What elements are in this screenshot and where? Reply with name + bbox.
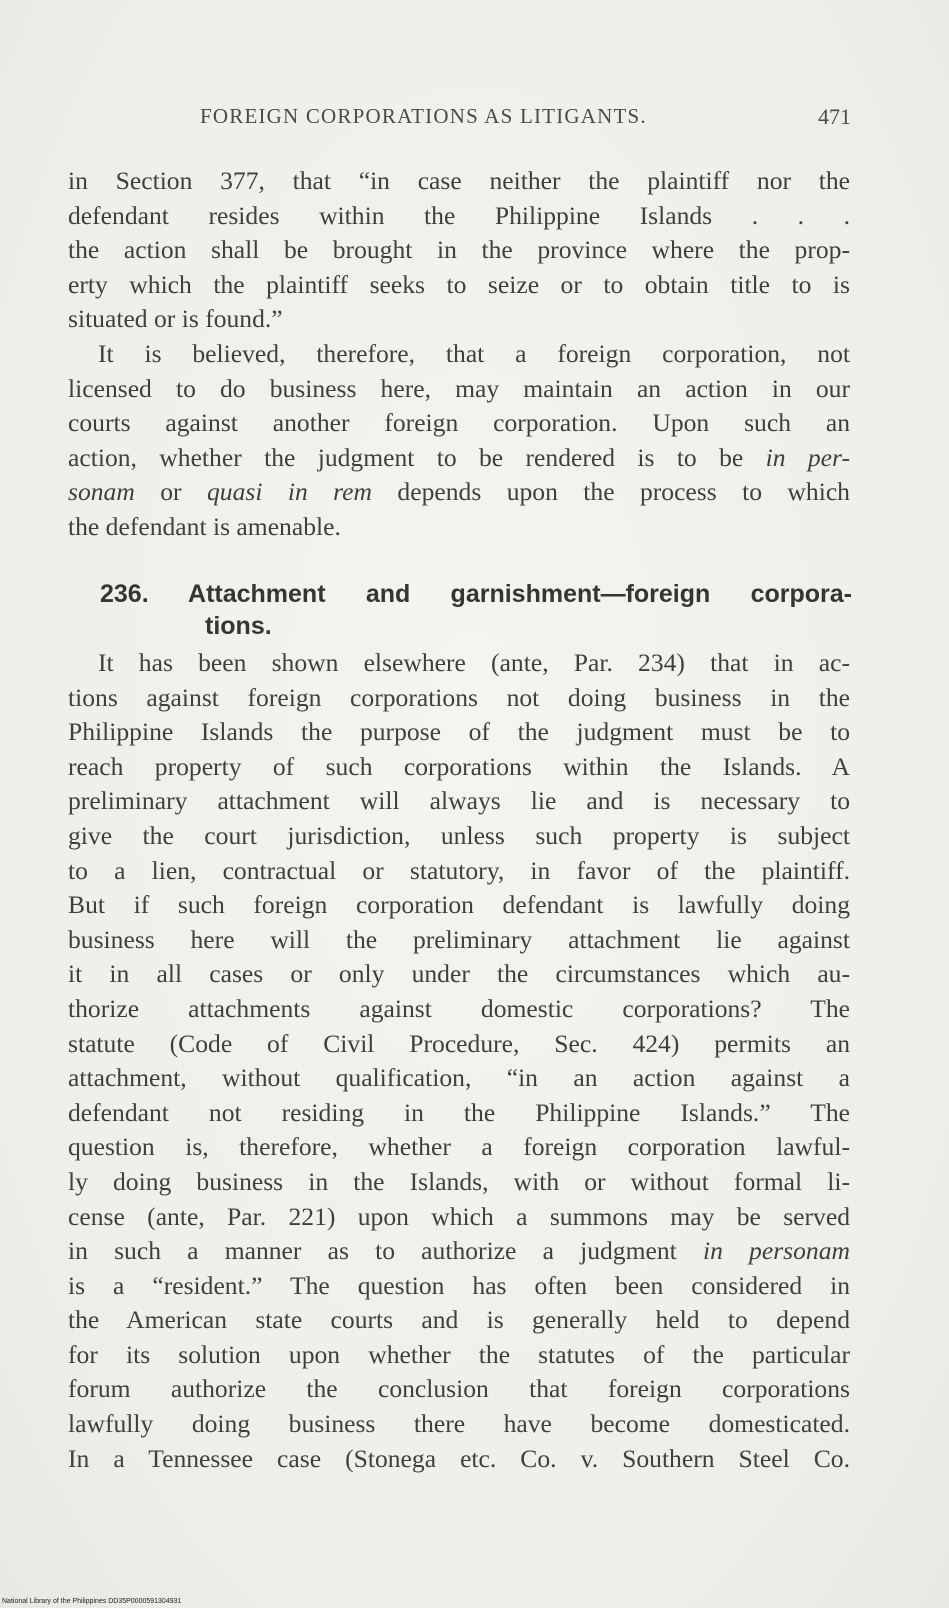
section-heading [100, 578, 852, 642]
text-line: in Section 377, that “in case neither the plaintiff nor the [68, 166, 850, 195]
text-run: depends upon the process to which [372, 477, 850, 507]
text-line [68, 1234, 850, 1269]
text-line: question is, therefore, whether a foreign corporation lawful- [68, 1132, 850, 1162]
text-run: action, whether the judgment to be rendered is to be [68, 442, 766, 472]
text-line: thorize attachments against domestic corporations? The [68, 993, 850, 1023]
text-line: In a Tennessee case (Stonega etc. Co. v. Southern Steel Co. [68, 1443, 850, 1473]
text-line: It has been shown elsewhere (ante, Par. 234) that in ac- [98, 648, 850, 677]
text-line: statute (Code of Civil Procedure, Sec. 424) permits an [68, 1028, 850, 1058]
scan-credit: National Library of the Philippines DD35P0000591304931 [2, 1598, 182, 1605]
paragraph-3 [68, 646, 850, 1476]
text-line: for its solution upon whether the statutes of the particular [68, 1339, 850, 1369]
italic-run: in per- [765, 442, 851, 472]
text-line: Philippine Islands the purpose of the judgment must be to [68, 717, 850, 747]
paragraph-2 [68, 337, 850, 545]
text-run: in such a manner as to authorize a judgment [68, 1236, 703, 1266]
text-run: or [134, 477, 207, 507]
italic-run: quasi in rem [206, 477, 373, 507]
text-line: It is believed, therefore, that a foreign corporation, not [98, 339, 850, 368]
text-line: licensed to do business here, may maintain an action in our [68, 373, 850, 403]
text-line: attachment, without qualification, “in an action against a [68, 1063, 850, 1093]
text-line: tions against foreign corporations not doing business in the [68, 682, 850, 712]
text-line: reach property of such corporations within the Islands. A [68, 751, 850, 781]
text-line: forum authorize the conclusion that foreign corporations [68, 1374, 850, 1404]
text-line: the American state courts and is generally held to depend [68, 1305, 850, 1335]
text-line: is a “resident.” The question has often been considered in [68, 1270, 850, 1300]
page-number: 471 [818, 104, 851, 129]
paragraph-1 [68, 164, 850, 337]
text-line: But if such foreign corporation defendant is lawfully doing [68, 890, 850, 920]
italic-run: sonam [68, 477, 135, 507]
text-line: courts against another foreign corporation. Upon such an [68, 408, 850, 438]
text-line: to a lien, contractual or statutory, in favor of the plaintiff. [68, 855, 850, 885]
text-line: preliminary attachment will always lie and is necessary to [68, 786, 850, 816]
section-heading-line: 236. Attachment and garnishment—foreign corpora- [100, 580, 852, 608]
text-line: defendant resides within the Philippine Islands . . . [68, 200, 850, 230]
text-line: cense (ante, Par. 221) upon which a summons may be served [68, 1201, 850, 1231]
text-line [68, 475, 850, 510]
text-line: business here will the preliminary attachment lie against [68, 924, 850, 954]
section-heading-line: tions. [205, 612, 272, 640]
text-line: situated or is found.” [68, 304, 283, 334]
italic-run: in personam [702, 1236, 850, 1266]
text-line: the defendant is amenable. [68, 511, 341, 541]
text-line: erty which the plaintiff seeks to seize or to obtain title to is [68, 269, 850, 299]
text-line: give the court jurisdiction, unless such property is subject [68, 820, 850, 850]
running-head: FOREIGN CORPORATIONS AS LITIGANTS. [200, 104, 647, 128]
text-line: defendant not residing in the Philippine Islands.” The [68, 1097, 850, 1127]
text-line: the action shall be brought in the province where the prop- [68, 235, 850, 265]
text-line [68, 441, 850, 476]
text-line: it in all cases or only under the circumstances which au- [68, 959, 850, 989]
text-line: ly doing business in the Islands, with or without formal li- [68, 1166, 850, 1196]
text-line: lawfully doing business there have become domesticated. [68, 1409, 850, 1439]
